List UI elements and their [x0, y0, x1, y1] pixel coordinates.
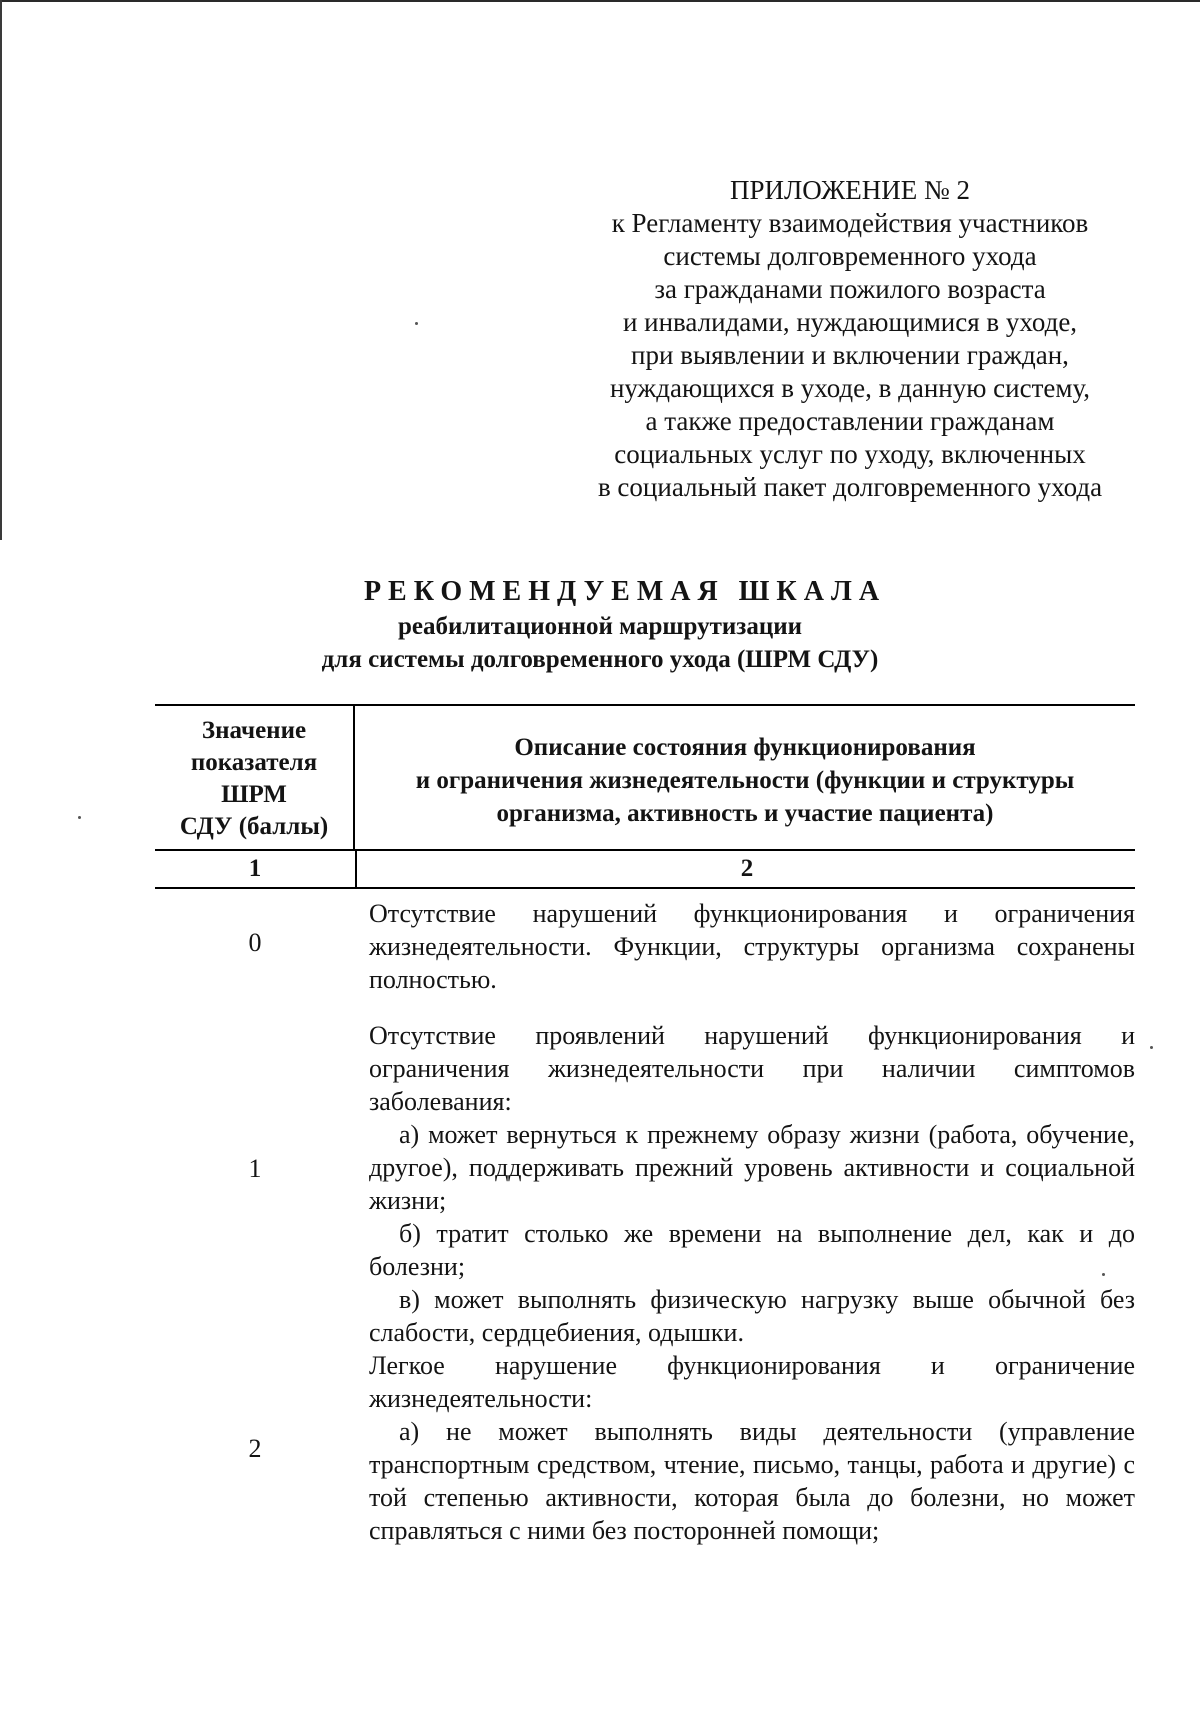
appendix-line: за гражданами пожилого возраста: [654, 274, 1046, 304]
scan-speck: [78, 816, 81, 819]
scan-speck: [1102, 1273, 1105, 1276]
table-row: [155, 889, 1135, 994]
title-main: РЕКОМЕНДУЕМАЯ ШКАЛА: [363, 576, 887, 607]
score-value: 2: [248, 1434, 262, 1463]
header-text: показателя: [190, 749, 318, 776]
column-number-row: [155, 851, 1135, 889]
appendix-line: системы долговременного ухода: [663, 241, 1037, 271]
appendix-line: нуждающихся в уходе, в данную систему,: [609, 373, 1091, 403]
header-text: СДУ (баллы): [179, 813, 329, 840]
description-paragraph: Легкое нарушение функционирования и ограничение жизнедеятельности:: [369, 1351, 1135, 1413]
title-subtitle-1: реабилитационной маршрутизации: [397, 613, 803, 640]
header-text: Описание состояния функционирования: [514, 734, 976, 761]
header-score-column: [155, 706, 355, 849]
description-cell: [355, 1349, 1135, 1549]
document-title: [0, 574, 1200, 676]
scan-speck: [415, 322, 418, 325]
description-cell: [355, 897, 1135, 994]
page-left-edge: [0, 0, 2, 540]
appendix-line: к Регламенту взаимодействия участников: [611, 208, 1089, 238]
description-paragraph: Отсутствие нарушений функционирования и ограничения жизнедеятельности. Функции, структуры организма сохранены полностью.: [369, 899, 1135, 994]
column-number-2: 2: [740, 855, 754, 882]
header-description-column: [355, 706, 1135, 849]
appendix-line: и инвалидами, нуждающимися в уходе,: [622, 307, 1078, 337]
description-paragraph: в) может выполнять физическую нагрузку выше обычной без слабости, сердцебиения, одышки.: [369, 1285, 1135, 1347]
page-top-edge: [0, 0, 1200, 2]
appendix-line: в социальный пакет долговременного ухода: [597, 472, 1103, 502]
table-header-row: [155, 704, 1135, 851]
score-value: 0: [248, 928, 262, 957]
description-paragraph: Отсутствие проявлений нарушений функционирования и ограничения жизнедеятельности при наличии симптомов заболевания:: [369, 1021, 1135, 1116]
appendix-header: [560, 174, 1140, 504]
description-paragraph: б) тратит столько же времени на выполнение дел, как и до болезни;: [369, 1219, 1135, 1281]
table-row: [155, 989, 1135, 1347]
description-paragraph: а) не может выполнять виды деятельности (управление транспортным средством, чтение, письмо, танцы, работа и другие) с той степенью активности, которая была до болезни, но может справляться с ними без посторонней помощи;: [369, 1417, 1135, 1545]
appendix-line: а также предоставлении гражданам: [645, 406, 1055, 436]
header-text: и ограничения жизнедеятельности (функции и структуры: [415, 767, 1075, 794]
description-paragraph: а) может вернуться к прежнему образу жизни (работа, обучение, другое), поддерживать прежний уровень активности и социальной жизни;: [369, 1120, 1135, 1215]
header-text: Значение: [201, 717, 307, 744]
description-cell: [355, 1019, 1135, 1347]
scale-table: [155, 704, 1135, 1549]
header-text: ШРМ: [221, 781, 287, 808]
header-text: организма, активность и участие пациента): [496, 800, 994, 827]
title-subtitle-2: для системы долговременного ухода (ШРМ СДУ): [321, 646, 879, 673]
scan-speck: [1150, 1046, 1153, 1049]
appendix-line: при выявлении и включении граждан,: [631, 340, 1069, 370]
score-value: 1: [248, 1154, 262, 1183]
appendix-number: ПРИЛОЖЕНИЕ № 2: [729, 175, 971, 205]
appendix-line: социальных услуг по уходу, включенных: [614, 439, 1086, 469]
column-number-1: 1: [155, 851, 357, 887]
table-row: [155, 1319, 1135, 1549]
